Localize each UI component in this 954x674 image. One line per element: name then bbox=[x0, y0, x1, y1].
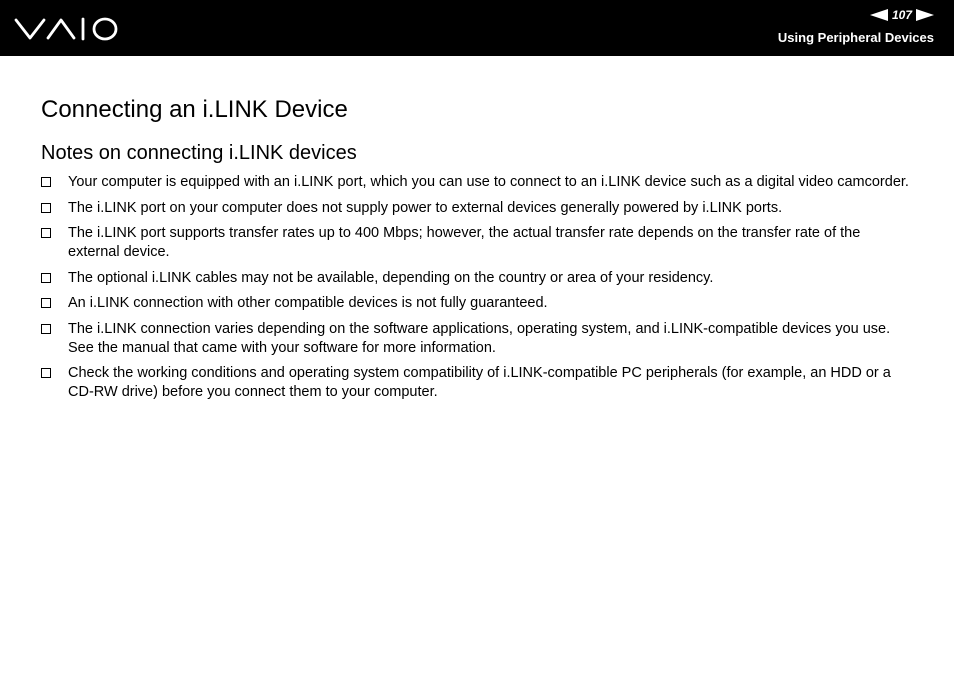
checkbox-square-icon bbox=[41, 228, 51, 238]
checkbox-square-icon bbox=[41, 298, 51, 308]
list-item bbox=[41, 364, 915, 402]
list-item-text: Check the working conditions and operating system compatibility of i.LINK-compatible PC peripherals (for example, an HDD or a CD-RW drive) before you connect them to your computer. bbox=[68, 365, 891, 400]
page-number: 107 bbox=[891, 8, 912, 22]
page-title: Connecting an i.LINK Device bbox=[41, 96, 348, 123]
notes-list bbox=[41, 173, 915, 409]
list-item bbox=[41, 320, 915, 358]
vaio-logo bbox=[14, 14, 120, 44]
checkbox-square-icon bbox=[41, 177, 51, 187]
notes-heading: Notes on connecting i.LINK devices bbox=[41, 142, 357, 164]
checkbox-square-icon bbox=[41, 273, 51, 283]
list-item-text: Your computer is equipped with an i.LINK port, which you can use to connect to an i.LINK device such as a digital video camcorder. bbox=[68, 174, 909, 190]
list-item-text: The i.LINK port on your computer does not supply power to external devices generally powered by i.LINK ports. bbox=[68, 199, 783, 216]
right-triangle-icon[interactable] bbox=[916, 9, 934, 21]
list-item-text: The optional i.LINK cables may not be available, depending on the country or area of your residency. bbox=[68, 269, 714, 286]
page-navigation bbox=[870, 7, 934, 23]
list-item bbox=[41, 269, 915, 288]
left-triangle-icon[interactable] bbox=[870, 9, 888, 21]
checkbox-square-icon bbox=[41, 368, 51, 378]
checkbox-square-icon bbox=[41, 324, 51, 334]
list-item bbox=[41, 199, 915, 218]
list-item bbox=[41, 224, 915, 262]
list-item bbox=[41, 294, 915, 313]
list-item bbox=[41, 173, 915, 192]
list-item-text: The i.LINK port supports transfer rates up to 400 Mbps; however, the actual transfer rate depends on the transfer rate of the external device. bbox=[68, 225, 861, 260]
header-bar bbox=[0, 0, 954, 56]
checkbox-square-icon bbox=[41, 203, 51, 213]
section-title: Using Peripheral Devices bbox=[777, 30, 934, 45]
list-item-text: The i.LINK connection varies depending on the software applications, operating system, and i.LINK-compatible devices you use. See the manual that came with your software for more information. bbox=[68, 320, 891, 356]
list-item-text: An i.LINK connection with other compatible devices is not fully guaranteed. bbox=[68, 295, 548, 311]
